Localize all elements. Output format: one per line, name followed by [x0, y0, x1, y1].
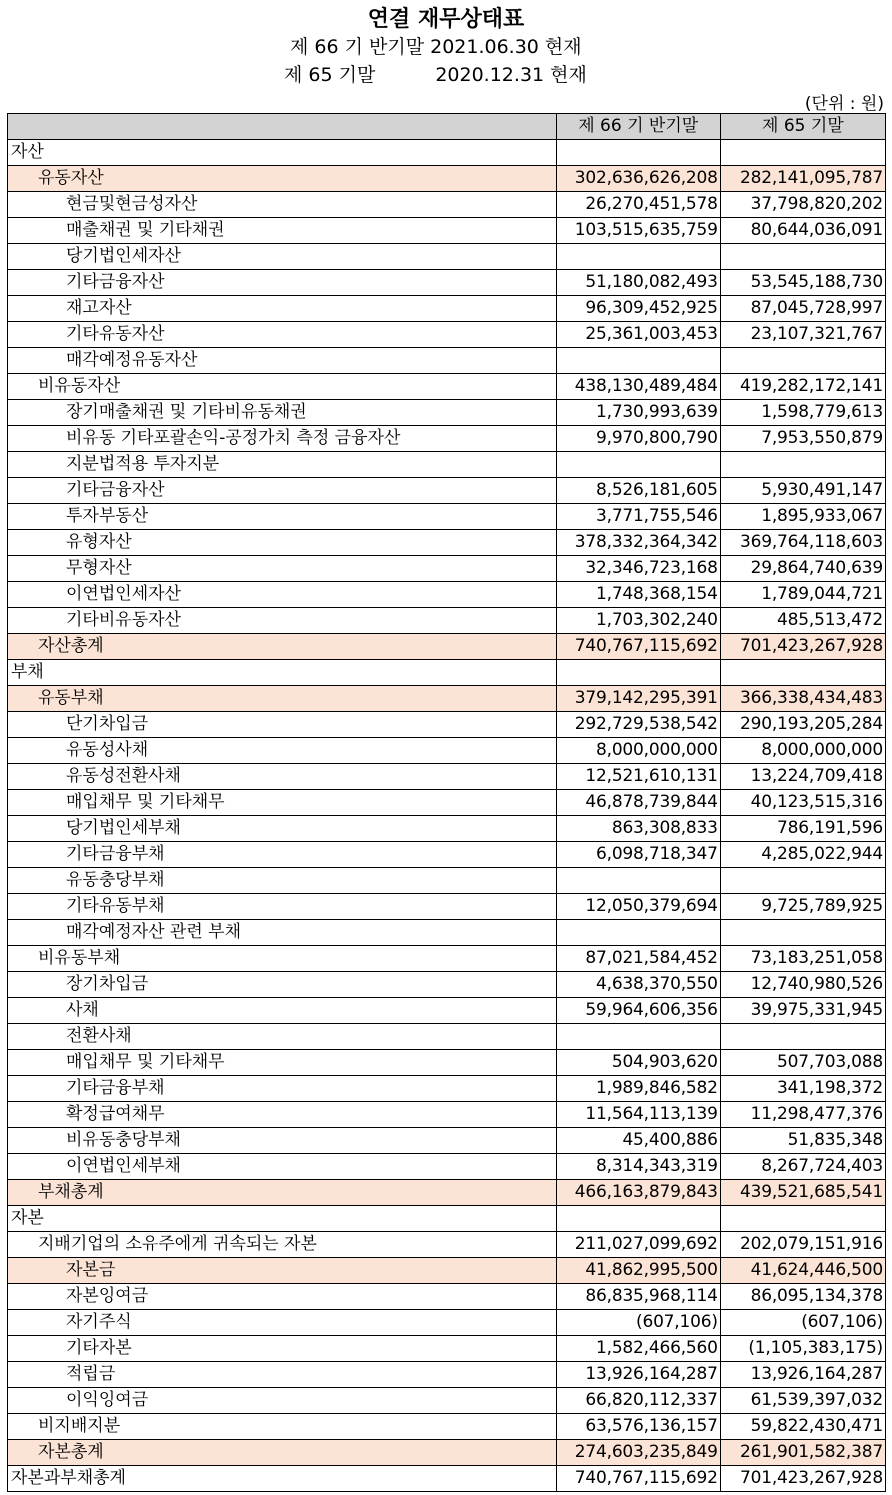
- current-period-value: 3,771,755,546: [556, 504, 720, 530]
- current-period-value: 740,767,115,692: [556, 634, 720, 660]
- prior-period-value: [720, 1024, 885, 1050]
- prior-period-value: 23,107,321,767: [720, 322, 885, 348]
- prior-period-value: 341,198,372: [720, 1076, 885, 1102]
- current-period-value: 63,576,136,157: [556, 1414, 720, 1440]
- current-period-value: [556, 140, 720, 166]
- table-row: [8, 218, 886, 244]
- current-period-value: 378,332,364,342: [556, 530, 720, 556]
- prior-period-value: 59,822,430,471: [720, 1414, 885, 1440]
- table-row: [8, 504, 886, 530]
- table-row: [8, 1154, 886, 1180]
- prior-period-value: 701,423,267,928: [720, 1466, 885, 1492]
- table-row: [8, 972, 886, 998]
- current-period-value: 740,767,115,692: [556, 1466, 720, 1492]
- table-row: [8, 1102, 886, 1128]
- account-name: 자본총계: [8, 1440, 557, 1466]
- unit-label: (단위 : 원): [804, 94, 884, 114]
- prior-period-value: (607,106): [720, 1310, 885, 1336]
- account-name: 당기법인세부채: [8, 816, 557, 842]
- current-period-value: 6,098,718,347: [556, 842, 720, 868]
- table-row: [8, 1050, 886, 1076]
- table-row: [8, 1180, 886, 1206]
- current-period-value: 11,564,113,139: [556, 1102, 720, 1128]
- prior-period-value: 419,282,172,141: [720, 374, 885, 400]
- prior-period-value: 8,267,724,403: [720, 1154, 885, 1180]
- account-name: 기타금융부채: [8, 1076, 557, 1102]
- current-period-value: 41,862,995,500: [556, 1258, 720, 1284]
- account-name: 유동성전환사채: [8, 764, 557, 790]
- account-name: 기타유동부채: [8, 894, 557, 920]
- current-period-value: 1,703,302,240: [556, 608, 720, 634]
- account-name: 매각예정유동자산: [8, 348, 557, 374]
- current-period-value: 504,903,620: [556, 1050, 720, 1076]
- table-row: [8, 1232, 886, 1258]
- current-period-value: 4,638,370,550: [556, 972, 720, 998]
- account-name: 무형자산: [8, 556, 557, 582]
- account-name: 이연법인세부채: [8, 1154, 557, 1180]
- account-name: 자본금: [8, 1258, 557, 1284]
- current-period-value: [556, 660, 720, 686]
- prior-period-value: 9,725,789,925: [720, 894, 885, 920]
- account-name: 비유동충당부채: [8, 1128, 557, 1154]
- table-row: [8, 530, 886, 556]
- table-row: [8, 920, 886, 946]
- account-name: 당기법인세자산: [8, 244, 557, 270]
- table-row: [8, 1128, 886, 1154]
- current-period-value: 8,314,343,319: [556, 1154, 720, 1180]
- header-account: [8, 114, 557, 140]
- current-period-value: 8,000,000,000: [556, 738, 720, 764]
- current-period-value: 8,526,181,605: [556, 478, 720, 504]
- account-name: 유동부채: [8, 686, 557, 712]
- table-row: [8, 712, 886, 738]
- table-row: [8, 1362, 886, 1388]
- account-name: 유동성사채: [8, 738, 557, 764]
- table-row: [8, 1024, 886, 1050]
- current-period-value: 87,021,584,452: [556, 946, 720, 972]
- current-period-value: 274,603,235,849: [556, 1440, 720, 1466]
- prior-period-value: 261,901,582,387: [720, 1440, 885, 1466]
- prior-period-value: 73,183,251,058: [720, 946, 885, 972]
- account-name: 재고자산: [8, 296, 557, 322]
- current-period-value: 12,050,379,694: [556, 894, 720, 920]
- table-row: [8, 998, 886, 1024]
- table-row: [8, 608, 886, 634]
- prior-period-date: 2020.12.31 현재: [435, 64, 587, 86]
- prior-period-value: [720, 348, 885, 374]
- current-period-value: 9,970,800,790: [556, 426, 720, 452]
- table-row: [8, 1284, 886, 1310]
- current-period-value: [556, 244, 720, 270]
- account-name: 기타금융자산: [8, 478, 557, 504]
- table-row: [8, 1440, 886, 1466]
- account-name: 자본과부채총계: [8, 1466, 557, 1492]
- account-name: 기타자본: [8, 1336, 557, 1362]
- current-period-value: [556, 1024, 720, 1050]
- prior-period-value: 369,764,118,603: [720, 530, 885, 556]
- table-row: [8, 296, 886, 322]
- account-name: 지분법적용 투자지분: [8, 452, 557, 478]
- account-name: 장기차입금: [8, 972, 557, 998]
- table-row: [8, 348, 886, 374]
- account-name: 기타금융부채: [8, 842, 557, 868]
- prior-period-value: 1,598,779,613: [720, 400, 885, 426]
- current-period-value: 1,582,466,560: [556, 1336, 720, 1362]
- current-period-value: [556, 868, 720, 894]
- header-current-period: 제 66 기 반기말: [556, 114, 720, 140]
- prior-period-value: (1,105,383,175): [720, 1336, 885, 1362]
- account-name: 지배기업의 소유주에게 귀속되는 자본: [8, 1232, 557, 1258]
- header-prior-period: 제 65 기말: [720, 114, 885, 140]
- prior-period-value: [720, 868, 885, 894]
- table-row: [8, 842, 886, 868]
- prior-period-value: 87,045,728,997: [720, 296, 885, 322]
- prior-period-value: [720, 244, 885, 270]
- prior-period-value: 8,000,000,000: [720, 738, 885, 764]
- account-name: 자기주식: [8, 1310, 557, 1336]
- current-period-value: 292,729,538,542: [556, 712, 720, 738]
- current-period-value: 46,878,739,844: [556, 790, 720, 816]
- account-name: 이익잉여금: [8, 1388, 557, 1414]
- prior-period-value: 12,740,980,526: [720, 972, 885, 998]
- table-row: [8, 556, 886, 582]
- account-name: 유동자산: [8, 166, 557, 192]
- table-row: [8, 660, 886, 686]
- table-row: [8, 244, 886, 270]
- account-name: 사채: [8, 998, 557, 1024]
- current-period-value: 12,521,610,131: [556, 764, 720, 790]
- account-name: 현금및현금성자산: [8, 192, 557, 218]
- prior-period-value: 5,930,491,147: [720, 478, 885, 504]
- prior-period-value: 4,285,022,944: [720, 842, 885, 868]
- account-name: 전환사채: [8, 1024, 557, 1050]
- prior-period-value: 1,789,044,721: [720, 582, 885, 608]
- prior-period-value: 1,895,933,067: [720, 504, 885, 530]
- balance-sheet-table: [7, 113, 886, 1492]
- prior-period-value: [720, 140, 885, 166]
- account-name: 자본잉여금: [8, 1284, 557, 1310]
- prior-period-value: 13,224,709,418: [720, 764, 885, 790]
- prior-period-label: 제 65 기말: [284, 64, 376, 86]
- table-row: [8, 1388, 886, 1414]
- table-row: [8, 634, 886, 660]
- prior-period-value: 366,338,434,483: [720, 686, 885, 712]
- table-body: [8, 140, 886, 1492]
- prior-period-value: 61,539,397,032: [720, 1388, 885, 1414]
- current-period-value: 59,964,606,356: [556, 998, 720, 1024]
- prior-period-value: 86,095,134,378: [720, 1284, 885, 1310]
- account-name: 기타유동자산: [8, 322, 557, 348]
- current-period-value: [556, 348, 720, 374]
- current-period-value: 211,027,099,692: [556, 1232, 720, 1258]
- table-row: [8, 1414, 886, 1440]
- table-row: [8, 816, 886, 842]
- prior-period-value: 37,798,820,202: [720, 192, 885, 218]
- table-row: [8, 426, 886, 452]
- account-name: 투자부동산: [8, 504, 557, 530]
- table-row: [8, 868, 886, 894]
- account-name: 이연법인세자산: [8, 582, 557, 608]
- account-name: 자본: [8, 1206, 557, 1232]
- prior-period-value: 40,123,515,316: [720, 790, 885, 816]
- table-row: [8, 790, 886, 816]
- prior-period-value: 701,423,267,928: [720, 634, 885, 660]
- account-name: 비유동 기타포괄손익-공정가치 측정 금융자산: [8, 426, 557, 452]
- account-name: 기타비유동자산: [8, 608, 557, 634]
- current-period-value: 863,308,833: [556, 816, 720, 842]
- current-period-value: 302,636,626,208: [556, 166, 720, 192]
- current-period-value: 1,748,368,154: [556, 582, 720, 608]
- current-period-value: (607,106): [556, 1310, 720, 1336]
- prior-period-value: [720, 920, 885, 946]
- prior-period-value: 786,191,596: [720, 816, 885, 842]
- account-name: 비지배지분: [8, 1414, 557, 1440]
- table-row: [8, 192, 886, 218]
- account-name: 유동충당부채: [8, 868, 557, 894]
- prior-period-value: 11,298,477,376: [720, 1102, 885, 1128]
- prior-period-value: 41,624,446,500: [720, 1258, 885, 1284]
- prior-period-value: 13,926,164,287: [720, 1362, 885, 1388]
- prior-period-value: 439,521,685,541: [720, 1180, 885, 1206]
- prior-period-value: 53,545,188,730: [720, 270, 885, 296]
- prior-period-value: 7,953,550,879: [720, 426, 885, 452]
- table-row: [8, 322, 886, 348]
- prior-period-value: [720, 1206, 885, 1232]
- prior-period-value: [720, 452, 885, 478]
- current-period-value: 25,361,003,453: [556, 322, 720, 348]
- table-row: [8, 894, 886, 920]
- current-period-value: 13,926,164,287: [556, 1362, 720, 1388]
- statement-title: 연결 재무상태표: [367, 7, 525, 32]
- account-name: 유형자산: [8, 530, 557, 556]
- prior-period-line: [284, 60, 587, 87]
- prior-period-value: 282,141,095,787: [720, 166, 885, 192]
- account-name: 비유동부채: [8, 946, 557, 972]
- current-period-value: 103,515,635,759: [556, 218, 720, 244]
- table-row: [8, 686, 886, 712]
- account-name: 기타금융자산: [8, 270, 557, 296]
- current-period-value: 51,180,082,493: [556, 270, 720, 296]
- table-header-row: [8, 114, 886, 140]
- account-name: 자산총계: [8, 634, 557, 660]
- table-row: [8, 270, 886, 296]
- table-row: [8, 1336, 886, 1362]
- account-name: 적립금: [8, 1362, 557, 1388]
- current-period-value: 96,309,452,925: [556, 296, 720, 322]
- table-row: [8, 1206, 886, 1232]
- current-period-value: 379,142,295,391: [556, 686, 720, 712]
- current-period-value: 1,730,993,639: [556, 400, 720, 426]
- current-period-value: [556, 920, 720, 946]
- table-row: [8, 1466, 886, 1492]
- table-row: [8, 1076, 886, 1102]
- prior-period-value: [720, 660, 885, 686]
- account-name: 자산: [8, 140, 557, 166]
- table-row: [8, 140, 886, 166]
- table-row: [8, 478, 886, 504]
- prior-period-value: 485,513,472: [720, 608, 885, 634]
- table-row: [8, 1310, 886, 1336]
- current-period-value: [556, 1206, 720, 1232]
- account-name: 부채총계: [8, 1180, 557, 1206]
- account-name: 매각예정자산 관련 부채: [8, 920, 557, 946]
- account-name: 매입채무 및 기타채무: [8, 1050, 557, 1076]
- table-row: [8, 738, 886, 764]
- current-period-value: [556, 452, 720, 478]
- prior-period-value: 290,193,205,284: [720, 712, 885, 738]
- current-period-value: 438,130,489,484: [556, 374, 720, 400]
- table-row: [8, 452, 886, 478]
- current-period-value: 45,400,886: [556, 1128, 720, 1154]
- prior-period-value: 202,079,151,916: [720, 1232, 885, 1258]
- current-period-value: 32,346,723,168: [556, 556, 720, 582]
- current-period-value: 66,820,112,337: [556, 1388, 720, 1414]
- account-name: 매출채권 및 기타채권: [8, 218, 557, 244]
- current-period-value: 1,989,846,582: [556, 1076, 720, 1102]
- table-row: [8, 946, 886, 972]
- prior-period-value: 29,864,740,639: [720, 556, 885, 582]
- table-row: [8, 166, 886, 192]
- current-period-value: 86,835,968,114: [556, 1284, 720, 1310]
- prior-period-value: 51,835,348: [720, 1128, 885, 1154]
- prior-period-value: 507,703,088: [720, 1050, 885, 1076]
- current-period-value: 26,270,451,578: [556, 192, 720, 218]
- account-name: 장기매출채권 및 기타비유동채권: [8, 400, 557, 426]
- account-name: 부채: [8, 660, 557, 686]
- current-period-label: 제 66 기 반기말 2021.06.30 현재: [290, 36, 582, 58]
- table-row: [8, 582, 886, 608]
- table-row: [8, 374, 886, 400]
- table-row: [8, 1258, 886, 1284]
- current-period-value: 466,163,879,843: [556, 1180, 720, 1206]
- account-name: 확정급여채무: [8, 1102, 557, 1128]
- prior-period-value: 39,975,331,945: [720, 998, 885, 1024]
- account-name: 매입채무 및 기타채무: [8, 790, 557, 816]
- account-name: 단기차입금: [8, 712, 557, 738]
- table-row: [8, 400, 886, 426]
- table-row: [8, 764, 886, 790]
- prior-period-value: 80,644,036,091: [720, 218, 885, 244]
- account-name: 비유동자산: [8, 374, 557, 400]
